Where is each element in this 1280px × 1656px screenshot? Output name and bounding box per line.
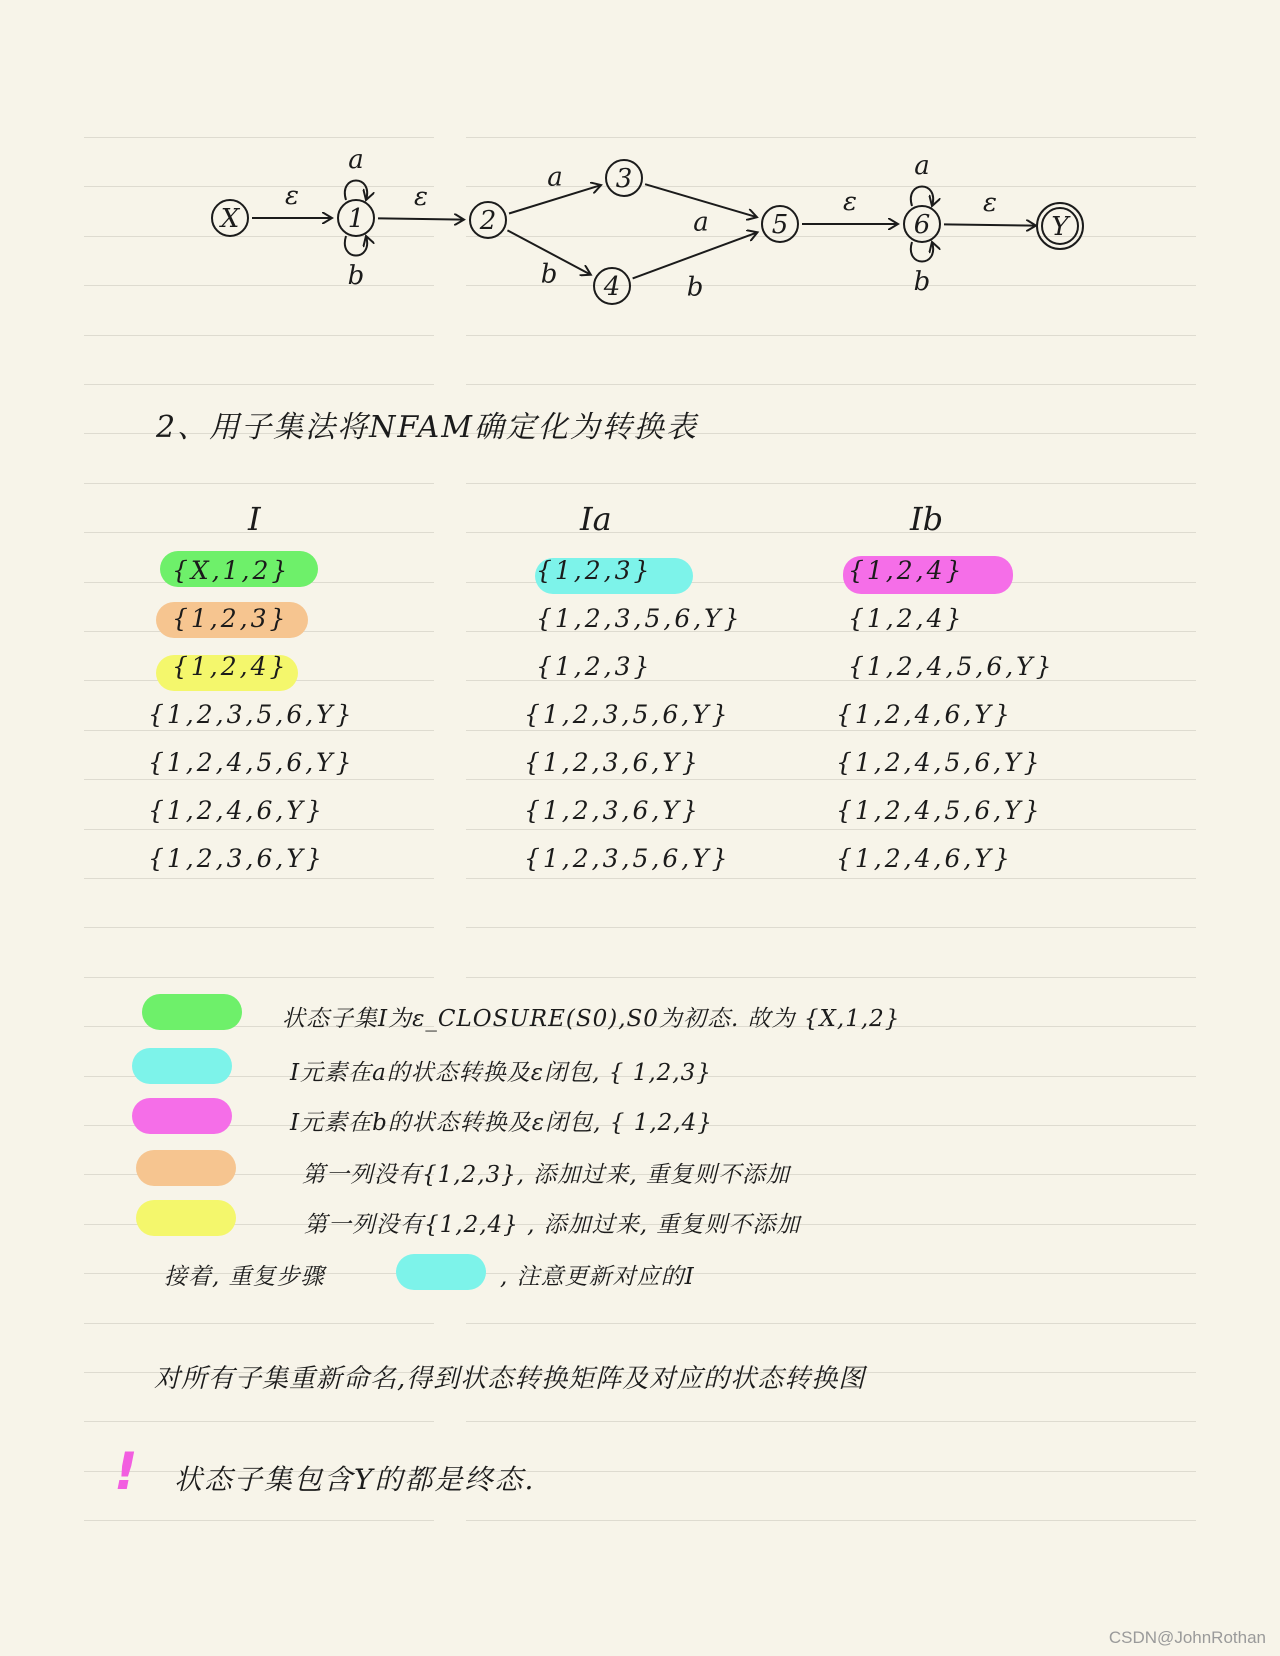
transition-label-3: ε xyxy=(414,181,428,212)
watermark: CSDN@JohnRothan xyxy=(1108,1628,1266,1647)
table-cell-r4-c1: {1,2,3,6,Y} xyxy=(524,748,701,777)
transition-label-9: a xyxy=(914,151,930,181)
column-header-i: I xyxy=(248,500,261,538)
section-title: 2、用子集法将NFAM确定化为转换表 xyxy=(156,410,698,445)
table-cell-r1-c1: {1,2,3,5,6,Y} xyxy=(536,604,743,633)
legend-swatch-yellow xyxy=(136,1200,236,1236)
legend-text-cyan: I元素在a的状态转换及ε闭包, { 1,2,3} xyxy=(290,1060,712,1086)
transition-6-6-9 xyxy=(911,187,933,207)
transition-label-4: a xyxy=(547,162,563,193)
state-6-label: 6 xyxy=(913,210,931,240)
legend-text-yellow: 第一列没有{1,2,4} , 添加过来, 重复则不添加 xyxy=(304,1212,801,1238)
transition-label-6: b xyxy=(540,259,558,290)
transition-label-10: b xyxy=(913,267,931,297)
column-header-ib: Ib xyxy=(910,500,944,538)
legend-swatch-magenta xyxy=(132,1098,232,1134)
transition-label-8: ε xyxy=(843,187,857,217)
table-cell-r0-c1: {1,2,3} xyxy=(536,556,653,585)
transition-label-5: a xyxy=(693,207,709,238)
state-4-label: 4 xyxy=(603,272,621,302)
state-Y-label: Y xyxy=(1051,212,1069,242)
transition-1-1-1 xyxy=(345,181,367,201)
table-cell-r6-c0: {1,2,3,6,Y} xyxy=(148,844,325,873)
table-cell-r3-c1: {1,2,3,5,6,Y} xyxy=(524,700,731,729)
state-2-label: 2 xyxy=(479,206,497,236)
table-cell-r4-c0: {1,2,4,5,6,Y} xyxy=(148,748,355,777)
column-header-ia: Ia xyxy=(580,500,612,538)
table-cell-r3-c2: {1,2,4,6,Y} xyxy=(836,700,1013,729)
transition-label-2: b xyxy=(347,261,365,291)
table-cell-r5-c0: {1,2,4,6,Y} xyxy=(148,796,325,825)
final-state-note: 状态子集包含Y的都是终态. xyxy=(174,1463,536,1496)
legend-swatch-cyan xyxy=(132,1048,232,1084)
legend-swatch-orange xyxy=(136,1150,236,1186)
table-cell-r4-c2: {1,2,4,5,6,Y} xyxy=(836,748,1043,777)
legend-swatch-green xyxy=(142,994,242,1030)
legend-text-orange: 第一列没有{1,2,3}, 添加过来, 重复则不添加 xyxy=(302,1162,791,1188)
transition-6-6-10 xyxy=(911,242,933,262)
state-5-label: 5 xyxy=(771,210,789,240)
transition-label-0: ε xyxy=(285,181,299,211)
table-cell-r0-c2: {1,2,4} xyxy=(848,556,965,585)
legend-text-green: 状态子集I为ε_CLOSURE(S0),S0为初态. 故为 {X,1,2} xyxy=(282,1006,901,1032)
table-cell-r5-c2: {1,2,4,5,6,Y} xyxy=(836,796,1043,825)
transition-label-11: ε xyxy=(983,187,997,218)
table-cell-r3-c0: {1,2,3,5,6,Y} xyxy=(148,700,355,729)
table-cell-r1-c0: {1,2,3} xyxy=(172,604,289,633)
repeat-note-after: , 注意更新对应的I xyxy=(500,1264,695,1290)
transition-label-1: a xyxy=(348,145,364,175)
transition-1-1-2 xyxy=(345,236,367,256)
table-cell-r2-c0: {1,2,4} xyxy=(172,652,289,681)
table-cell-r2-c1: {1,2,3} xyxy=(536,652,653,681)
legend-text-magenta: I元素在b的状态转换及ε闭包, { 1,2,4} xyxy=(290,1110,713,1136)
state-1-label: 1 xyxy=(347,204,365,234)
state-3-label: 3 xyxy=(615,164,633,194)
repeat-note-swatch xyxy=(396,1254,486,1290)
table-cell-r6-c1: {1,2,3,5,6,Y} xyxy=(524,844,731,873)
table-cell-r5-c1: {1,2,3,6,Y} xyxy=(524,796,701,825)
table-cell-r6-c2: {1,2,4,6,Y} xyxy=(836,844,1013,873)
table-cell-r2-c2: {1,2,4,5,6,Y} xyxy=(848,652,1055,681)
table-cell-r1-c2: {1,2,4} xyxy=(848,604,965,633)
nfa-diagram xyxy=(0,0,1280,330)
repeat-note-before: 接着, 重复步骤 xyxy=(164,1264,325,1290)
transition-label-7: b xyxy=(686,272,704,303)
rename-note: 对所有子集重新命名,得到状态转换矩阵及对应的状态转换图 xyxy=(154,1364,866,1394)
state-X-label: X xyxy=(220,204,240,234)
exclamation-mark: ! xyxy=(114,1442,138,1502)
transition-1-2-3 xyxy=(378,218,464,219)
table-cell-r0-c0: {X,1,2} xyxy=(172,556,291,585)
transition-6-Y-11 xyxy=(944,224,1036,225)
